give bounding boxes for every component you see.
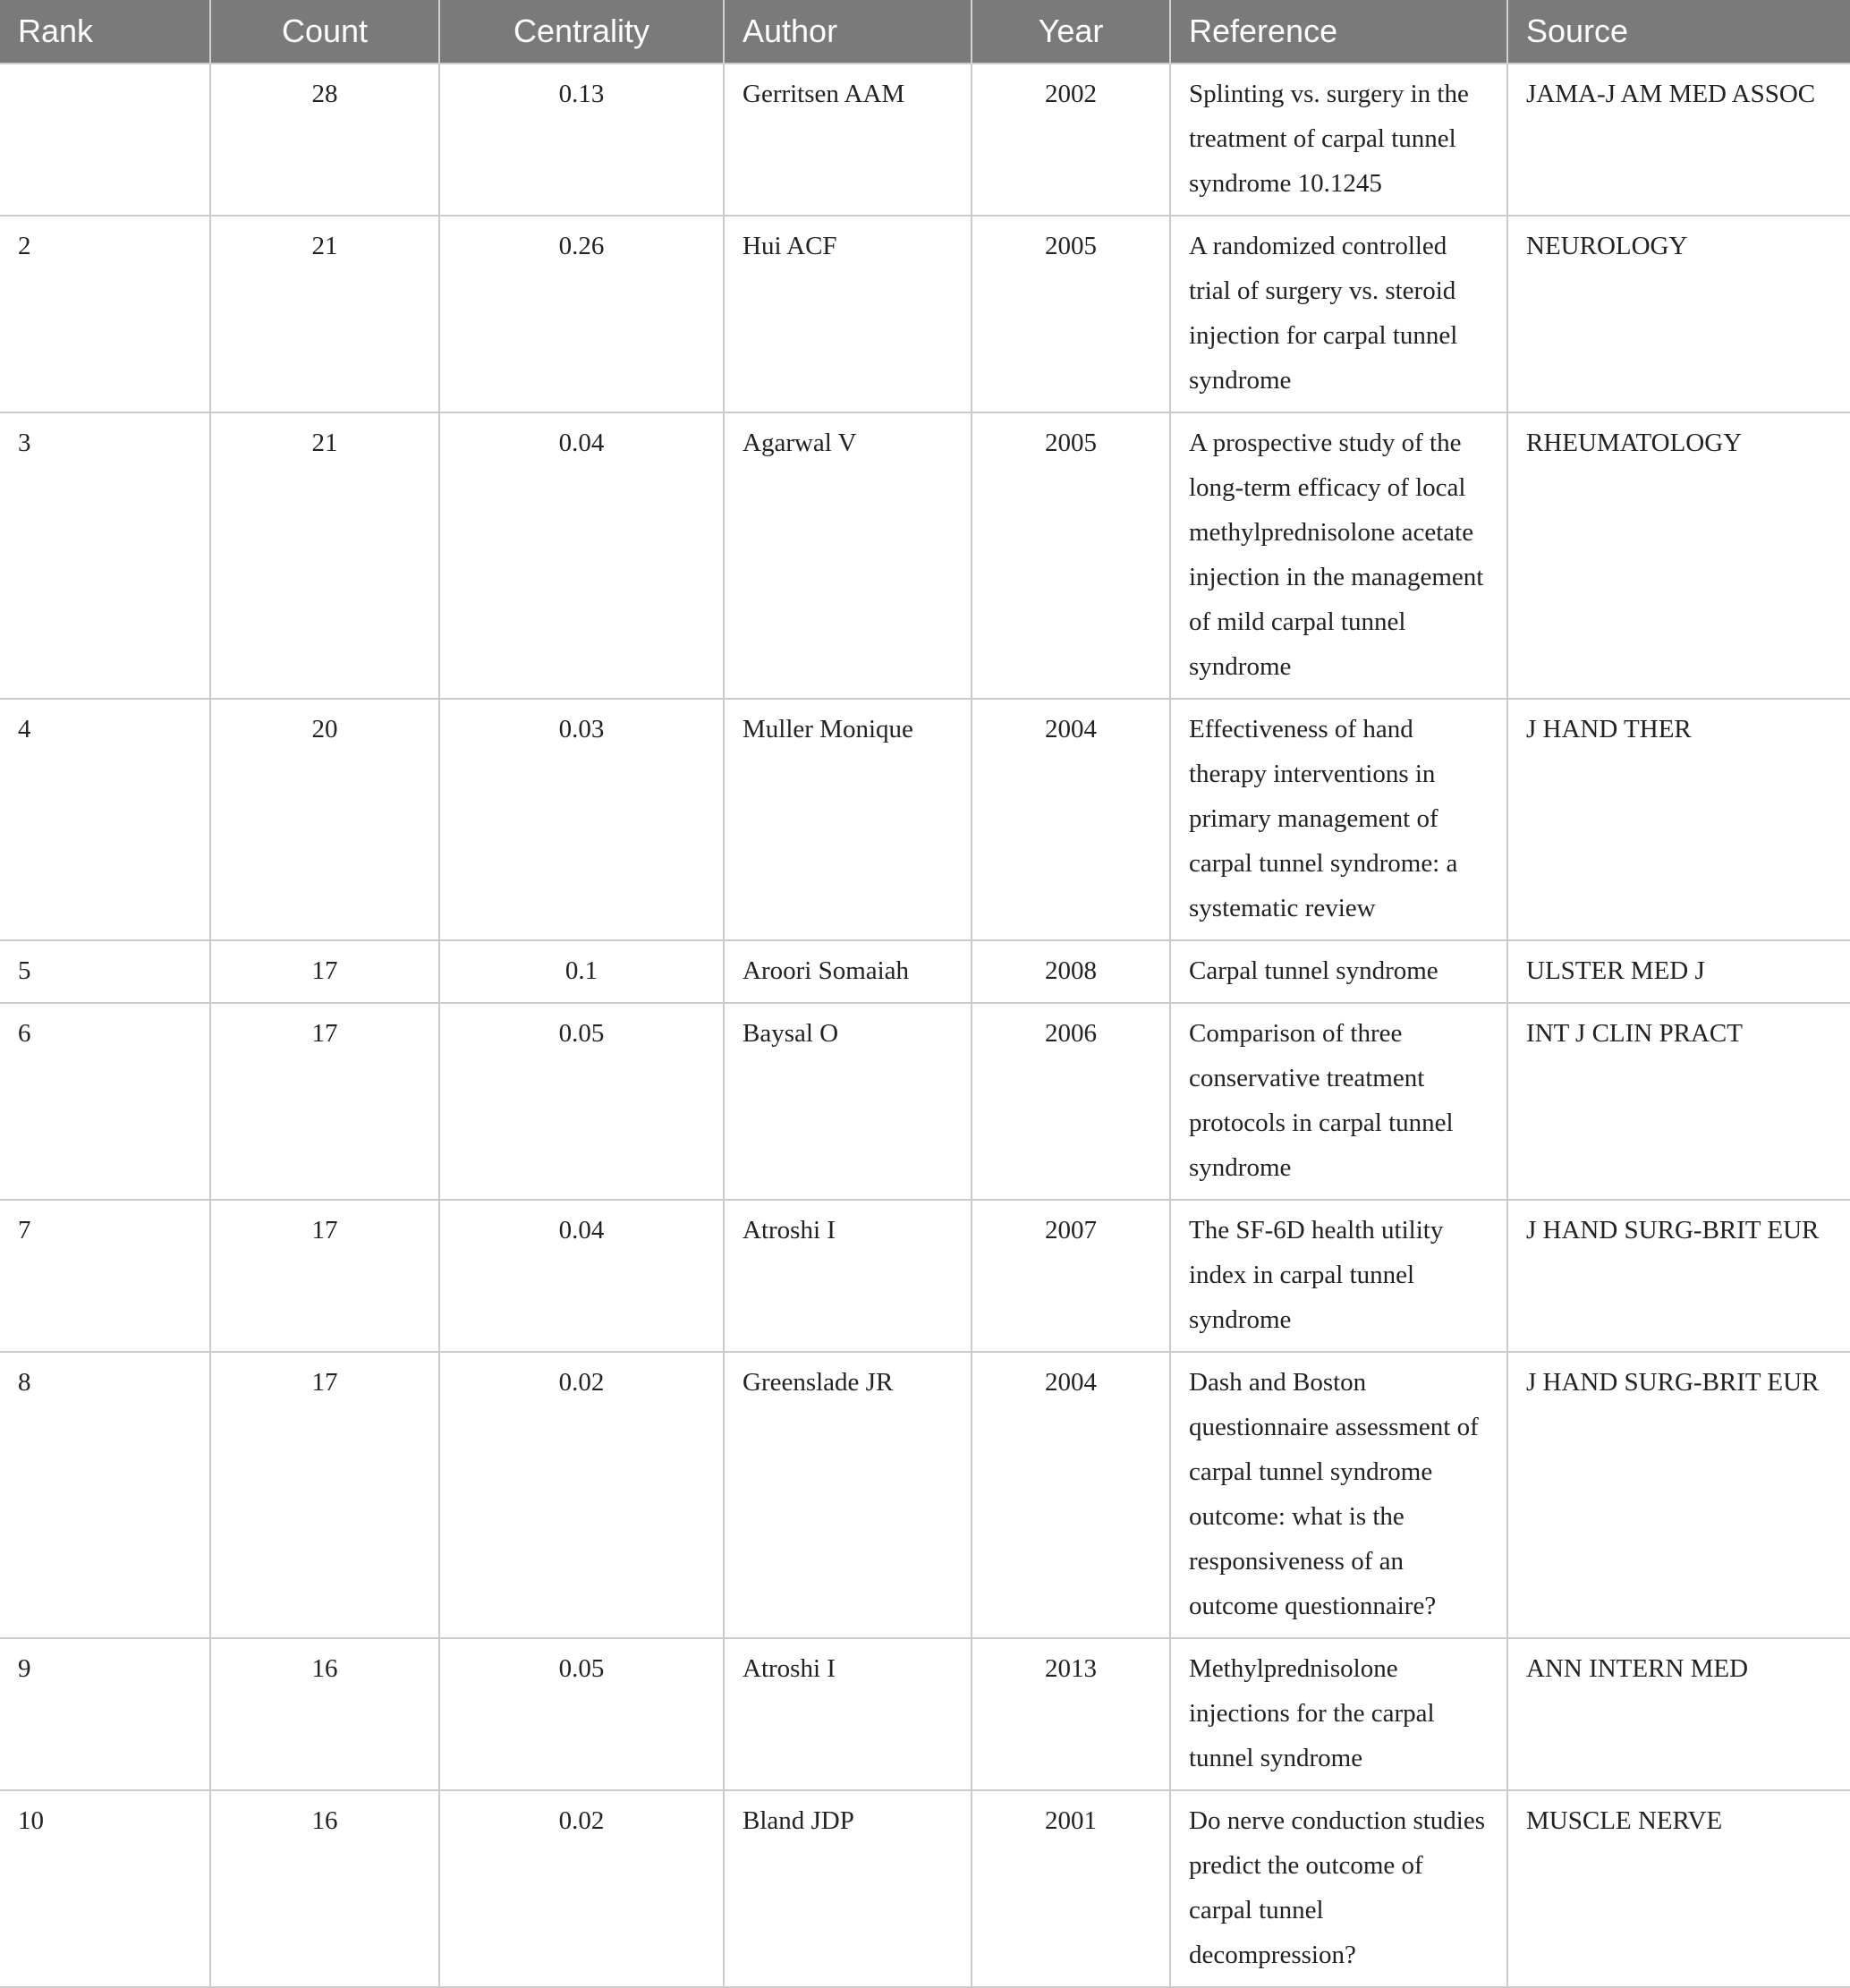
cell-author: Muller Monique: [724, 699, 972, 940]
cell-rank: 10: [0, 1790, 210, 1987]
cell-centrality: 0.02: [439, 1790, 724, 1987]
cell-centrality: 0.04: [439, 1200, 724, 1352]
cell-centrality: 0.26: [439, 216, 724, 412]
table-row: [0, 1790, 1850, 1987]
cell-count: 21: [210, 412, 439, 699]
cell-year: 2007: [972, 1200, 1170, 1352]
cell-reference: Effectiveness of hand therapy interventions in primary management of carpal tunnel syndrome: a systematic review: [1170, 699, 1507, 940]
cell-centrality: 0.04: [439, 412, 724, 699]
cell-source: J HAND THER: [1507, 699, 1850, 940]
header-row: [0, 0, 1850, 64]
cell-centrality: 0.03: [439, 699, 724, 940]
header-centrality: Centrality: [439, 0, 724, 64]
cell-rank: 5: [0, 940, 210, 1003]
cell-centrality: 0.13: [439, 64, 724, 216]
cell-author: Gerritsen AAM: [724, 64, 972, 216]
table-row: [0, 1638, 1850, 1790]
cell-rank: 4: [0, 699, 210, 940]
cell-reference: Methylprednisolone injections for the carpal tunnel syndrome: [1170, 1638, 1507, 1790]
cell-source: INT J CLIN PRACT: [1507, 1003, 1850, 1200]
header-source: Source: [1507, 0, 1850, 64]
cell-year: 2013: [972, 1638, 1170, 1790]
cell-author: Bland JDP: [724, 1790, 972, 1987]
cell-reference: Splinting vs. surgery in the treatment of carpal tunnel syndrome 10.1245: [1170, 64, 1507, 216]
cell-source: JAMA-J AM MED ASSOC: [1507, 64, 1850, 216]
cell-author: Aroori Somaiah: [724, 940, 972, 1003]
cell-year: 2001: [972, 1790, 1170, 1987]
header-author: Author: [724, 0, 972, 64]
cell-count: 16: [210, 1638, 439, 1790]
cell-count: 17: [210, 1200, 439, 1352]
table-row: [0, 412, 1850, 699]
cell-reference: Carpal tunnel syndrome: [1170, 940, 1507, 1003]
cell-count: 21: [210, 216, 439, 412]
cell-author: Atroshi I: [724, 1200, 972, 1352]
table-row: [0, 1352, 1850, 1638]
cell-year: 2004: [972, 1352, 1170, 1638]
table-row: [0, 940, 1850, 1003]
table-row: [0, 1200, 1850, 1352]
cell-year: 2005: [972, 412, 1170, 699]
cell-reference: Dash and Boston questionnaire assessment of carpal tunnel syndrome outcome: what is the responsiveness of an outcome questionnaire?: [1170, 1352, 1507, 1638]
cell-source: MUSCLE NERVE: [1507, 1790, 1850, 1987]
cell-reference: Comparison of three conservative treatment protocols in carpal tunnel syndrome: [1170, 1003, 1507, 1200]
table-row: [0, 64, 1850, 216]
cell-count: 20: [210, 699, 439, 940]
cell-rank: 9: [0, 1638, 210, 1790]
cell-count: 17: [210, 1003, 439, 1200]
cell-source: RHEUMATOLOGY: [1507, 412, 1850, 699]
cell-source: ULSTER MED J: [1507, 940, 1850, 1003]
table-row: [0, 1003, 1850, 1200]
cell-year: 2008: [972, 940, 1170, 1003]
cell-author: Hui ACF: [724, 216, 972, 412]
cell-count: 17: [210, 1352, 439, 1638]
header-year: Year: [972, 0, 1170, 64]
cell-year: 2006: [972, 1003, 1170, 1200]
cell-year: 2005: [972, 216, 1170, 412]
table-row: [0, 216, 1850, 412]
cell-rank: 7: [0, 1200, 210, 1352]
cell-reference: The SF-6D health utility index in carpal tunnel syndrome: [1170, 1200, 1507, 1352]
cell-count: 16: [210, 1790, 439, 1987]
cell-count: 28: [210, 64, 439, 216]
cell-count: 17: [210, 940, 439, 1003]
cell-author: Agarwal V: [724, 412, 972, 699]
cell-year: 2004: [972, 699, 1170, 940]
table-row: [0, 699, 1850, 940]
cell-rank: 3: [0, 412, 210, 699]
cell-source: ANN INTERN MED: [1507, 1638, 1850, 1790]
cell-centrality: 0.05: [439, 1003, 724, 1200]
cell-reference: A randomized controlled trial of surgery vs. steroid injection for carpal tunnel syndrome: [1170, 216, 1507, 412]
cell-year: 2002: [972, 64, 1170, 216]
header-reference: Reference: [1170, 0, 1507, 64]
cell-reference: A prospective study of the long-term efficacy of local methylprednisolone acetate injection in the management of mild carpal tunnel syndrome: [1170, 412, 1507, 699]
cell-rank: 8: [0, 1352, 210, 1638]
cell-rank: [0, 64, 210, 216]
cell-rank: 6: [0, 1003, 210, 1200]
header-rank: Rank: [0, 0, 210, 64]
cell-author: Baysal O: [724, 1003, 972, 1200]
cell-source: J HAND SURG-BRIT EUR: [1507, 1200, 1850, 1352]
cell-centrality: 0.02: [439, 1352, 724, 1638]
cell-reference: Do nerve conduction studies predict the outcome of carpal tunnel decompression?: [1170, 1790, 1507, 1987]
cell-centrality: 0.05: [439, 1638, 724, 1790]
cell-source: J HAND SURG-BRIT EUR: [1507, 1352, 1850, 1638]
cell-rank: 2: [0, 216, 210, 412]
header-count: Count: [210, 0, 439, 64]
cell-centrality: 0.1: [439, 940, 724, 1003]
table-body: [0, 64, 1850, 1987]
cell-author: Greenslade JR: [724, 1352, 972, 1638]
cell-source: NEUROLOGY: [1507, 216, 1850, 412]
table-header: [0, 0, 1850, 64]
cell-author: Atroshi I: [724, 1638, 972, 1790]
